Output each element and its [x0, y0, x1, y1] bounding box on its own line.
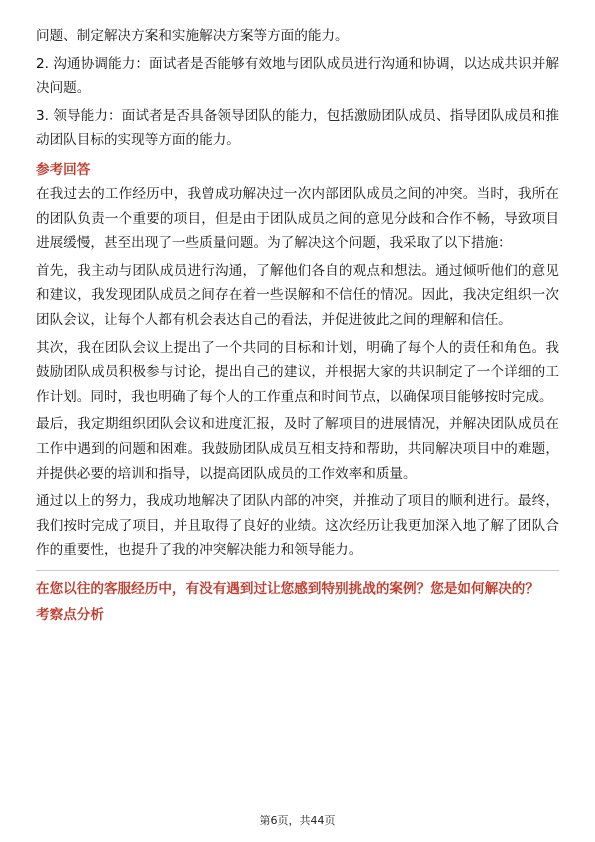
answer-paragraph: 在我过去的工作经历中，我曾成功解决过一次内部团队成员之间的冲突。当时，我所在的团队负责一个重要的项目，但是由于团队成员之间的意见分歧和合作不畅，导致项目进展缓慢，甚至出现了一些质量问题。为了解决这个问题，我采取了以下措施：	[36, 185, 559, 252]
intro-continuation: 问题、制定解决方案和实施解决方案等方面的能力。	[36, 28, 349, 44]
analysis-heading: 考察点分析	[36, 606, 104, 623]
answer-paragraph: 通过以上的努力，我成功地解决了团队内部的冲突，并推动了项目的顺利进行。最终，我们按时完成了项目，并且取得了良好的业绩。这次经历让我更加深入地了解了团队合作的重要性，也提升了我的冲突解决能力和领导能力。	[36, 493, 559, 559]
answer-paragraph: 最后，我定期组织团队会议和进度汇报，及时了解项目的进展情况，并解决团队成员在工作中遇到的问题和困难。我鼓励团队成员互相支持和帮助，共同解决项目中的难题，并提供必要的培训和指导，以提高团队成员的工作效率和质量。	[36, 416, 559, 482]
criterion-communication: 2. 沟通协调能力：面试者是否能够有效地与团队成员进行沟通和协调，以达成共识并解决问题。	[36, 55, 559, 97]
answer-paragraph: 首先，我主动与团队成员进行沟通，了解他们各自的观点和想法。通过倾听他们的意见和建议，我发现团队成员之间存在着一些误解和不信任的情况。因此，我决定组织一次团队会议，让每个人都有机会表达自己的看法，并促进彼此之间的理解和信任。	[36, 262, 559, 328]
page-footer: 第6页，共44页	[259, 814, 336, 827]
section-divider	[36, 570, 559, 571]
criterion-leadership: 3. 领导能力：面试者是否具备领导团队的能力，包括激励团队成员、指导团队成员和推动团队目标的实现等方面的能力。	[36, 107, 559, 149]
next-question: 在您以往的客服经历中，有没有遇到过让您感到特别挑战的案例？您是如何解决的？	[36, 580, 539, 597]
page-content	[36, 24, 559, 627]
reference-answer-heading: 参考回答	[36, 161, 91, 178]
answer-paragraph: 其次，我在团队会议上提出了一个共同的目标和计划，明确了每个人的责任和角色。我鼓励团队成员积极参与讨论，提出自己的建议，并根据大家的共识制定了一个详细的工作计划。同时，我也明确了每个人的工作重点和时间节点，以确保项目能够按时完成。	[36, 339, 559, 405]
